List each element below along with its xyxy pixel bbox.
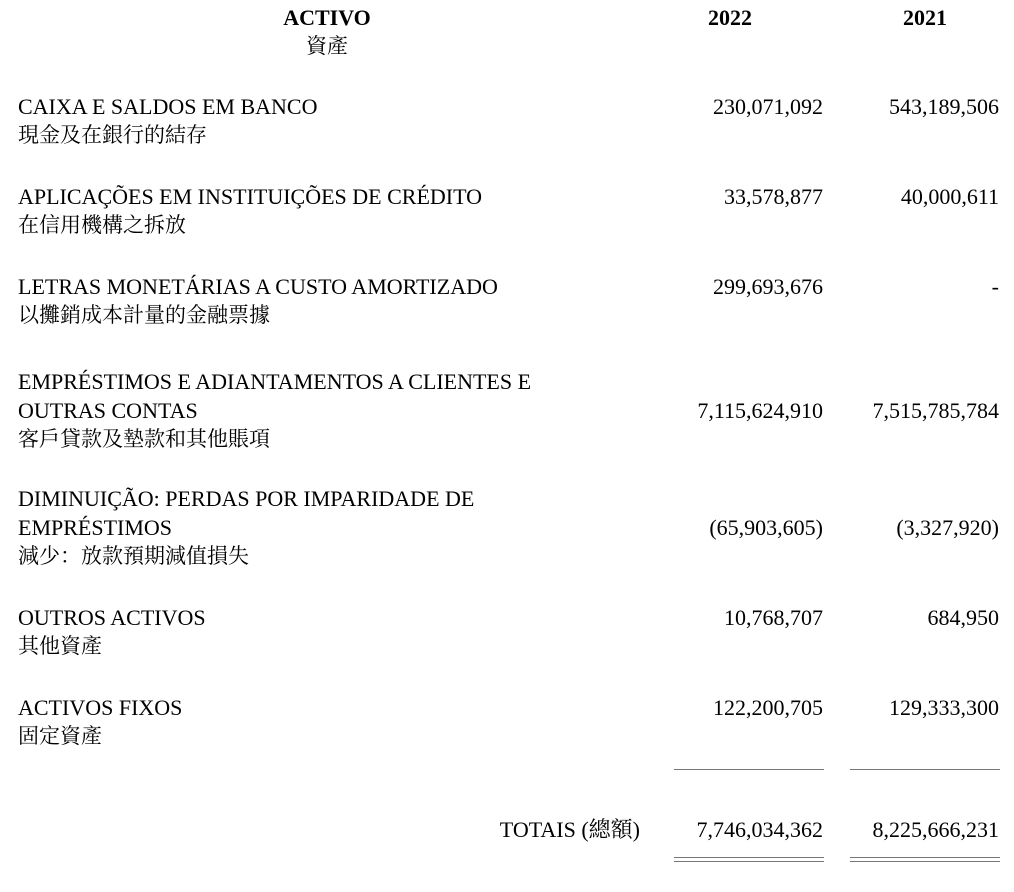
row-label-zh: 固定資產 (18, 724, 102, 748)
section-title-en: ACTIVO (283, 5, 371, 30)
row-label-en: EMPRÉSTIMOS E ADIANTAMENTOS A CLIENTES E (18, 369, 532, 394)
row-value-2021: 684,950 (927, 605, 999, 630)
row-label-zh: 以攤銷成本計量的金融票據 (18, 303, 270, 327)
column-header-2021: 2021 (903, 5, 947, 30)
row-value-2022: (65,903,605) (709, 515, 823, 540)
subtotal-rule-2021 (850, 769, 1000, 770)
row-label-zh: 現金及在銀行的結存 (18, 123, 207, 147)
row-label (18, 182, 638, 240)
row-value-2021: 543,189,506 (889, 94, 999, 119)
subtotal-rule-2022 (674, 769, 824, 770)
row-label-zh: 在信用機構之拆放 (18, 213, 186, 237)
row-label-en: APLICAÇÕES EM INSTITUIÇÕES DE CRÉDITO (18, 184, 483, 209)
row-label (18, 367, 638, 454)
row-value-2022: 10,768,707 (724, 605, 823, 630)
row-label-zh: 其他資產 (18, 634, 102, 658)
row-label (18, 603, 638, 661)
row-value-2022: 7,115,624,910 (697, 398, 823, 423)
row-value-2022: 122,200,705 (713, 695, 823, 720)
row-label (18, 484, 638, 571)
row-label-en: CAIXA E SALDOS EM BANCO (18, 94, 318, 119)
row-label-en: ACTIVOS FIXOS (18, 695, 183, 720)
row-value-2021: - (991, 274, 999, 299)
total-double-rule-2022 (674, 857, 824, 862)
row-label-en-line2: EMPRÉSTIMOS (18, 515, 173, 540)
row-value-2021: (3,327,920) (896, 515, 999, 540)
row-label-zh: 客戶貸款及墊款和其他賬項 (18, 427, 270, 451)
totals-value-2021: 8,225,666,231 (872, 817, 999, 842)
totals-value-2022: 7,746,034,362 (696, 817, 823, 842)
total-double-rule-2021 (850, 857, 1000, 862)
row-value-2021: 129,333,300 (889, 695, 999, 720)
row-label-en: LETRAS MONETÁRIAS A CUSTO AMORTIZADO (18, 274, 498, 299)
row-label-en: OUTROS ACTIVOS (18, 605, 206, 630)
totals-label: TOTAIS (總額) (499, 817, 640, 842)
row-value-2021: 40,000,611 (900, 184, 999, 209)
row-label (18, 92, 638, 150)
row-label-en: DIMINUIÇÃO: PERDAS POR IMPARIDADE DE (18, 486, 475, 511)
row-label (18, 693, 638, 751)
row-label-en-line2: OUTRAS CONTAS (18, 398, 198, 423)
row-value-2022: 33,578,877 (724, 184, 823, 209)
row-label (18, 272, 638, 330)
row-label-zh: 減少：放款預期減值損失 (18, 544, 249, 568)
row-value-2021: 7,515,785,784 (872, 398, 999, 423)
column-header-2022: 2022 (708, 5, 752, 30)
section-title-zh: 資產 (306, 34, 348, 58)
row-value-2022: 230,071,092 (713, 94, 823, 119)
section-heading (227, 4, 427, 60)
row-value-2022: 299,693,676 (713, 274, 823, 299)
